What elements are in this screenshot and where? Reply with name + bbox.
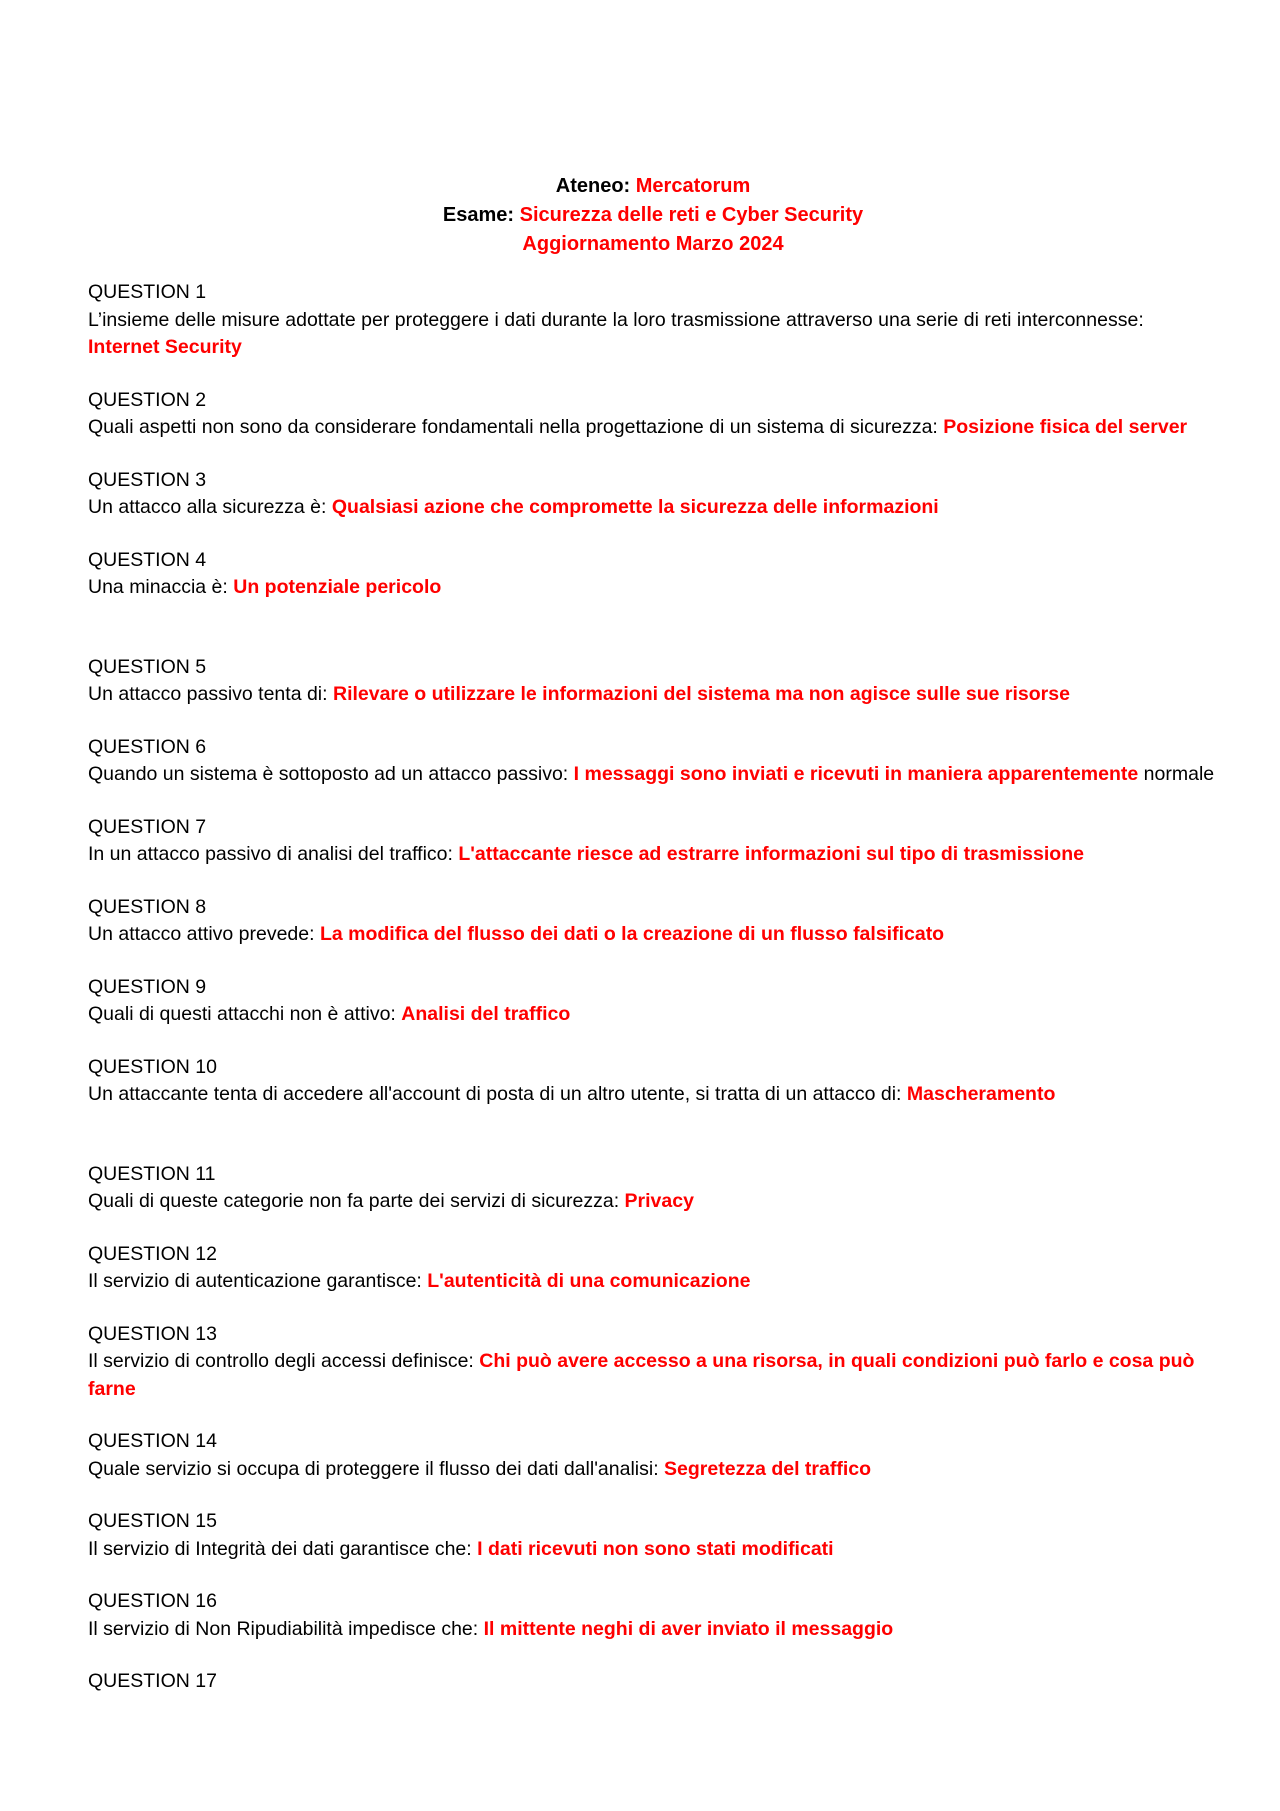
question-text-line	[88, 1268, 1218, 1296]
question-text: L’insieme delle misure adottate per proteggere i dati durante la loro trasmissione attraverso una serie di reti interconnesse:	[88, 308, 1144, 331]
question-text: Una minaccia è:	[88, 576, 228, 598]
esame-value: Sicurezza delle reti e Cyber Security	[519, 204, 864, 226]
esame-label: Esame:	[442, 204, 515, 226]
question-block	[88, 974, 1218, 1029]
question-block	[88, 387, 1218, 442]
question-answer: Un potenziale pericolo	[233, 576, 442, 598]
question-text: Il servizio di Integrità dei dati garantisce che:	[88, 1537, 472, 1560]
question-text-line	[88, 494, 1218, 522]
question-answer: Privacy	[624, 1190, 694, 1212]
question-text: Un attacco attivo prevede:	[88, 923, 315, 945]
question-block	[88, 1054, 1218, 1109]
question-title: QUESTION 4	[88, 548, 207, 571]
question-text-line	[88, 1001, 1218, 1029]
question-answer: I dati ricevuti non sono stati modificati	[477, 1537, 834, 1560]
question-text-line	[88, 307, 1218, 362]
question-text-line	[88, 414, 1218, 442]
question-title: QUESTION 2	[88, 388, 207, 411]
question-text: Quali di questi attacchi non è attivo:	[88, 1003, 396, 1025]
question-block	[88, 734, 1218, 789]
question-answer-tail: normale	[1143, 763, 1215, 785]
question-title: QUESTION 12	[88, 1242, 217, 1265]
question-title: QUESTION 10	[88, 1055, 217, 1078]
question-text: Quando un sistema è sottoposto ad un attacco passivo:	[88, 763, 569, 785]
header-esame	[88, 201, 1218, 230]
question-answer: I messaggi sono inviati e ricevuti in maniera apparentemente	[573, 763, 1139, 785]
question-title: QUESTION 14	[88, 1430, 217, 1452]
question-text-line	[88, 1348, 1218, 1403]
question-text-line	[88, 761, 1218, 789]
question-block	[88, 547, 1218, 602]
question-text-line	[88, 681, 1218, 709]
question-block	[88, 467, 1218, 522]
question-block	[88, 1508, 1218, 1563]
question-text: Il servizio di controllo degli accessi definisce:	[88, 1350, 474, 1372]
question-title: QUESTION 3	[88, 468, 207, 491]
question-text-line	[88, 574, 1218, 602]
question-block	[88, 1428, 1218, 1483]
question-text: Quali di queste categorie non fa parte dei servizi di sicurezza:	[88, 1190, 620, 1212]
question-block	[88, 1241, 1218, 1296]
question-title: QUESTION 9	[88, 975, 207, 998]
question-block	[88, 814, 1218, 869]
document-page	[88, 172, 1218, 1696]
ateneo-label: Ateneo:	[555, 175, 631, 197]
question-text-line	[88, 1536, 1218, 1564]
question-text-line	[88, 1456, 1218, 1484]
question-text: Quale servizio si occupa di proteggere il flusso dei dati dall'analisi:	[88, 1457, 659, 1480]
question-title: QUESTION 6	[88, 735, 207, 758]
question-answer: L'attaccante riesce ad estrarre informazioni sul tipo di trasmissione	[458, 843, 1084, 865]
question-block	[88, 1668, 1218, 1696]
question-title: QUESTION 1	[88, 281, 207, 303]
question-text: Il servizio di Non Ripudiabilità impedisce che:	[88, 1617, 479, 1640]
header-update: Aggiornamento Marzo 2024	[522, 233, 784, 255]
question-block	[88, 1321, 1218, 1404]
question-text: Un attacco alla sicurezza è:	[88, 496, 327, 518]
question-title: QUESTION 16	[88, 1590, 217, 1612]
question-text-line	[88, 921, 1218, 949]
question-text: Un attacco passivo tenta di:	[88, 683, 328, 705]
question-block	[88, 894, 1218, 949]
question-title: QUESTION 8	[88, 895, 207, 918]
question-answer: Analisi del traffico	[401, 1003, 571, 1025]
question-text: In un attacco passivo di analisi del traffico:	[88, 843, 453, 865]
question-text: Un attaccante tenta di accedere all'account di posta di un altro utente, si tratta di un attacco di:	[88, 1083, 902, 1105]
ateneo-value: Mercatorum	[635, 175, 751, 197]
question-text-line	[88, 1188, 1218, 1216]
question-answer: Rilevare o utilizzare le informazioni del sistema ma non agisce sulle sue risorse	[332, 683, 1070, 705]
question-text: Quali aspetti non sono da considerare fondamentali nella progettazione di un sistema di sicurezza:	[88, 416, 938, 438]
question-answer: L'autenticità di una comunicazione	[427, 1270, 751, 1292]
question-answer: La modifica del flusso dei dati o la creazione di un flusso falsificato	[319, 923, 945, 945]
question-title: QUESTION 11	[88, 1162, 216, 1185]
question-answer: Internet Security	[88, 336, 242, 358]
question-block	[88, 279, 1218, 362]
question-title: QUESTION 7	[88, 815, 207, 838]
question-title: QUESTION 5	[88, 655, 207, 678]
question-answer: Chi può avere accesso a una risorsa, in quali condizioni può farlo e cosa può farne	[88, 1350, 1195, 1400]
question-text: Il servizio di autenticazione garantisce:	[88, 1270, 422, 1292]
question-answer: Segretezza del traffico	[664, 1457, 872, 1480]
question-block	[88, 1161, 1218, 1216]
header-ateneo	[88, 172, 1218, 201]
question-text-line	[88, 841, 1218, 869]
question-title: QUESTION 15	[88, 1510, 217, 1532]
question-answer: Mascheramento	[906, 1083, 1056, 1105]
question-title: QUESTION 13	[88, 1322, 217, 1345]
question-title: QUESTION 17	[88, 1670, 217, 1692]
document-header	[88, 172, 1218, 259]
question-block	[88, 654, 1218, 709]
question-answer: Posizione fisica del server	[943, 416, 1188, 438]
question-answer: Il mittente neghi di aver inviato il messaggio	[483, 1617, 894, 1640]
question-answer: Qualsiasi azione che compromette la sicurezza delle informazioni	[331, 496, 939, 518]
question-text-line	[88, 1616, 1218, 1644]
question-block	[88, 1588, 1218, 1643]
question-text-line	[88, 1081, 1218, 1109]
